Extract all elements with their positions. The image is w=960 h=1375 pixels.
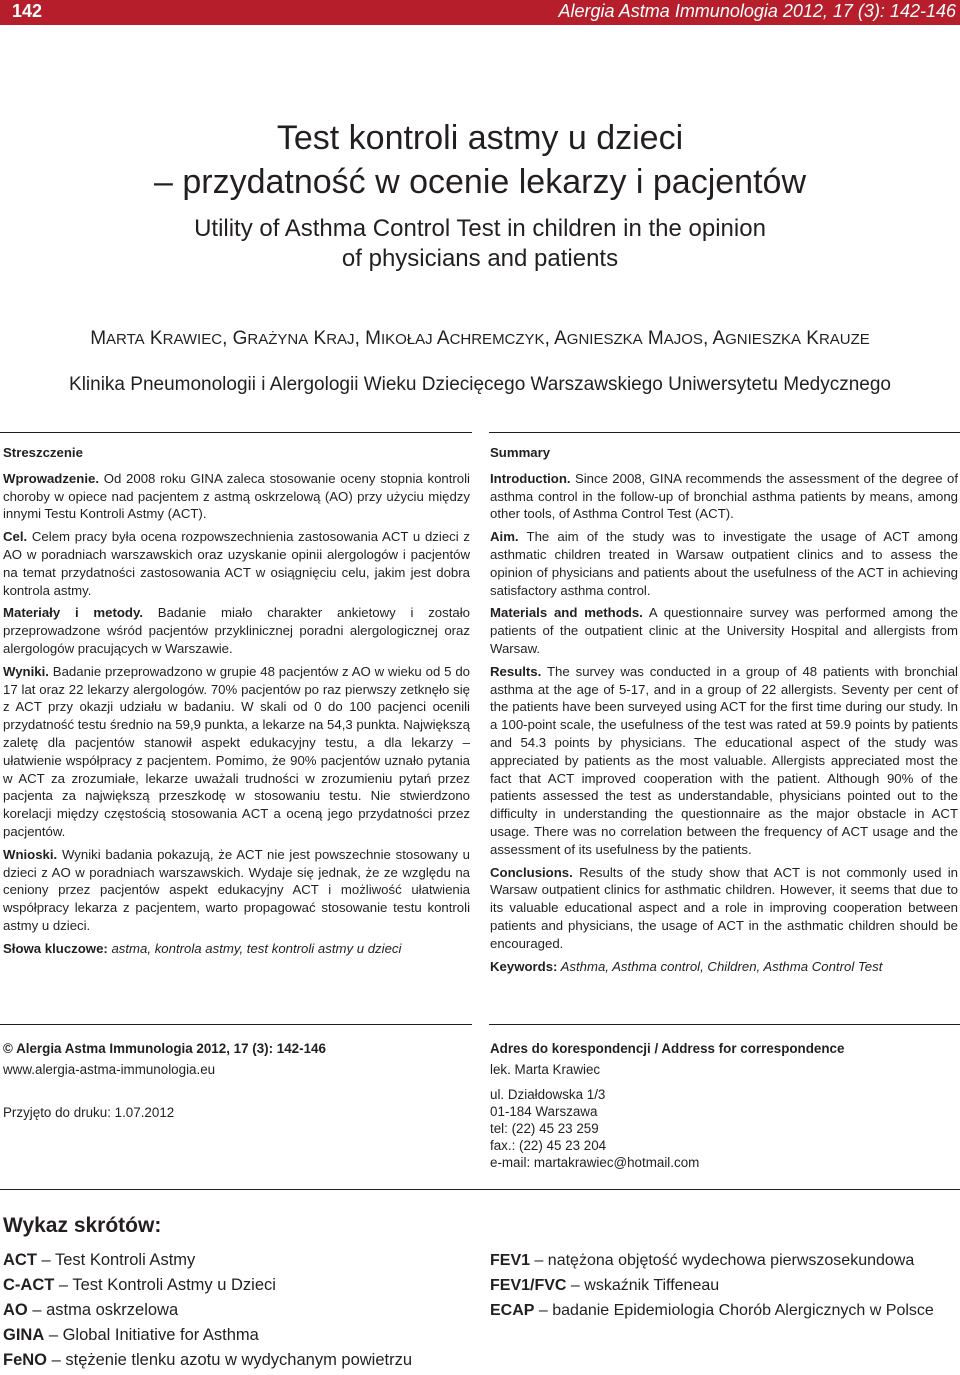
abstract-paragraph: Introduction. Since 2008, GINA recommends the assessment of the degree of asthma control in the follow-up of bronchial asthma patients by means, among other tools, of Asthma Control Test (ACT).	[490, 470, 958, 522]
page-header	[0, 0, 960, 25]
divider	[0, 432, 472, 433]
abbreviation-item: FeNO – stężenie tlenku azotu w wydychanym powietrzu	[3, 1351, 413, 1369]
abbreviation-item: FEV1 – natężona objętość wydechowa pierwszosekundowa	[490, 1252, 915, 1269]
abbreviations-heading: Wykaz skrótów:	[3, 1214, 162, 1237]
keywords: Słowa kluczowe: astma, kontrola astmy, test kontroli astmy u dzieci	[3, 940, 402, 956]
correspondence-address	[490, 1040, 958, 1171]
correspondence-email-link[interactable]: e-mail: martakrawiec@hotmail.com	[490, 1155, 700, 1170]
english-title-line-2: of physicians and patients	[341, 245, 619, 272]
copyright-line: © Alergia Astma Immunologia 2012, 17 (3): 142-146	[3, 1041, 326, 1056]
abstract-heading: Streszczenie	[3, 445, 83, 460]
english-title	[0, 214, 960, 274]
abbreviation-item: ECAP – badanie Epidemiologia Chorób Alergicznych w Polsce	[490, 1302, 934, 1319]
abstract-paragraph: Conclusions. Results of the study show that ACT is not commonly used in Warsaw outpatient clinics for asthmatic children. However, it seems that due to its valuable educational aspect and a role in improving cooperation between patients and physicians, the usage of ACT in the asthmatic children should be encouraged.	[490, 864, 958, 951]
abbreviation-item: ACT – Test Kontroli Astmy	[3, 1251, 196, 1269]
author: MARTA KRAWIEC	[90, 328, 223, 349]
abbreviation-item: GINA – Global Initiative for Asthma	[3, 1326, 259, 1344]
divider	[0, 1189, 960, 1190]
abstract-paragraph: Wprowadzenie. Od 2008 roku GINA zaleca stosowanie oceny stopnia kontroli choroby w opiece nad pacjentem z astmą oskrzelową (AO) przy użyciu między innymi Testu Kontroli Astmy (ACT).	[3, 470, 470, 522]
abstract-paragraph: Cel. Celem pracy była ocena rozpowszechnienia zastosowania ACT u dzieci z AO w poradniach warszawskich oraz uzyskanie opinii alergologów i pacjentów na temat przydatności zastosowania ACT w osiągnięciu celu, jakim jest dobra kontrola astmy.	[3, 529, 470, 598]
author: AGNIESZKA KRAUZE	[712, 328, 870, 349]
abbreviations-left	[3, 1248, 473, 1373]
author-list: MARTA KRAWIEC, GRAŻYNA KRAJ, MIKOŁAJ ACHREMCZYK, AGNIESZKA MAJOS, AGNIESZKA KRAUZE	[90, 328, 870, 349]
affiliation: Klinika Pneumonologii i Alergologii Wieku Dziecięcego Warszawskiego Uniwersytetu Medycznego	[69, 374, 891, 395]
correspondence-fax: fax.: (22) 45 23 204	[490, 1138, 607, 1153]
journal-website-link[interactable]: www.alergia-astma-immunologia.eu	[3, 1062, 216, 1077]
accepted-date: Przyjęto do druku: 1.07.2012	[3, 1105, 175, 1120]
polish-title	[0, 116, 960, 204]
author: GRAŻYNA KRAJ	[232, 328, 355, 349]
abbreviations-right	[490, 1248, 958, 1323]
polish-title-line-1: Test kontroli astmy u dzieci	[276, 119, 684, 157]
english-title-line-1: Utility of Asthma Control Test in children in the opinion	[194, 215, 766, 242]
abstract-paragraph: Materiały i metody. Badanie miało charakter ankietowy i zostało przeprowadzone wśród pacjentów przyklinicznej poradni alergologicznej oraz alergologów pracujących w Warszawie.	[3, 605, 470, 656]
polish-title-line-2: – przydatność w ocenie lekarzy i pacjentów	[154, 163, 806, 201]
correspondence-tel: tel: (22) 45 23 259	[490, 1121, 599, 1136]
correspondence-heading: Adres do korespondencji / Address for correspondence	[490, 1041, 845, 1056]
abstract-paragraph: Aim. The aim of the study was to investigate the usage of ACT among asthmatic children treated in Warsaw outpatient clinics and to assess the opinion of physicians and patients about the usefulness of the ACT in achieving satisfactory asthma control.	[490, 529, 958, 598]
abbreviation-item: FEV1/FVC – wskaźnik Tiffeneau	[490, 1277, 720, 1294]
correspondence-city: 01-184 Warszawa	[490, 1104, 598, 1119]
abstract-paragraph: Wnioski. Wyniki badania pokazują, że ACT nie jest powszechnie stosowany u dzieci z AO w poradniach warszawskich. Wydaje się jednak, że ze względu na ceniony przez pacjentów aspekt edukacyjny ACT i możliwość ułatwienia współpracy lekarza z pacjentem, warto propagować stosowanie testu kontroli astmy u dzieci.	[3, 846, 470, 933]
abstract-paragraph: Wyniki. Badanie przeprowadzono w grupie 48 pacjentów z AO w wieku od 5 do 17 lat oraz 22 lekarzy alergologów. 70% pacjentów po raz pierwszy zetknęło się z ACT przy okazji udziału w badaniu. W skali od 0 do 100 pacjenci ocenili przydatność testu średnio na 59,9 punkta, a lekarze na 54,3 punkta. Największą zaletę dla pacjentów stanowił aspekt edukacyjny testu, a dla lekarzy – ułatwienie współpracy z pacjentem. Pomimo, że 90% pacjentów uznało pytania w ACT za zrozumiałe, lekarze uważali trudności w zrozumieniu pytań przez pacjenta za największą przeszkodę w stosowaniu testu. Nie stwierdzono korelacji między częstością stosowania ACT a oceną jego przydatności przez pacjentów.	[3, 663, 470, 839]
page-number: 142	[12, 1, 43, 21]
keywords: Keywords: Asthma, Asthma control, Children, Asthma Control Test	[490, 958, 883, 974]
correspondence-street: ul. Działdowska 1/3	[490, 1087, 606, 1102]
divider	[489, 1024, 960, 1025]
divider	[489, 432, 960, 433]
author: AGNIESZKA MAJOS	[554, 328, 703, 349]
author: MIKOŁAJ ACHREMCZYK	[365, 328, 545, 349]
journal-citation: Alergia Astma Immunologia 2012, 17 (3): 142-146	[558, 1, 956, 21]
abbreviation-item: AO – astma oskrzelowa	[3, 1301, 179, 1319]
abstract-paragraph: Results. The survey was conducted in a group of 48 patients with bronchial asthma at the age of 5-17, and in a group of 22 allergists. Seventy per cent of the patients have been surveyed using ACT for the first time during our study. In a 100-point scale, the usefulness of the test was rated at 59.9 points by patients and 54.3 points by physicians. The educational aspect of the study was appreciated by patients as the most valuable. Allergists appreciated most the fact that ACT improved cooperation with the patient. Although 90% of the patients assessed the test as understandable, physicians pointed out to the difficulty in understanding the questionnaire as the major obstacle in ACT usage. There was no correlation between the frequency of ACT usage and the assessment of its usefulness by the patients.	[490, 663, 958, 857]
abstract-paragraph: Materials and methods. A questionnaire survey was performed among the patients of the outpatient clinic at the University Hospital and allergists from Warsaw.	[490, 605, 958, 656]
divider	[0, 1024, 472, 1025]
abstract-heading: Summary	[490, 445, 551, 460]
article-info	[3, 1040, 473, 1121]
abstract-polish	[3, 444, 470, 963]
correspondence-name: lek. Marta Krawiec	[490, 1062, 601, 1077]
abbreviation-item: C-ACT – Test Kontroli Astmy u Dzieci	[3, 1276, 276, 1294]
abstract-english	[490, 444, 958, 980]
